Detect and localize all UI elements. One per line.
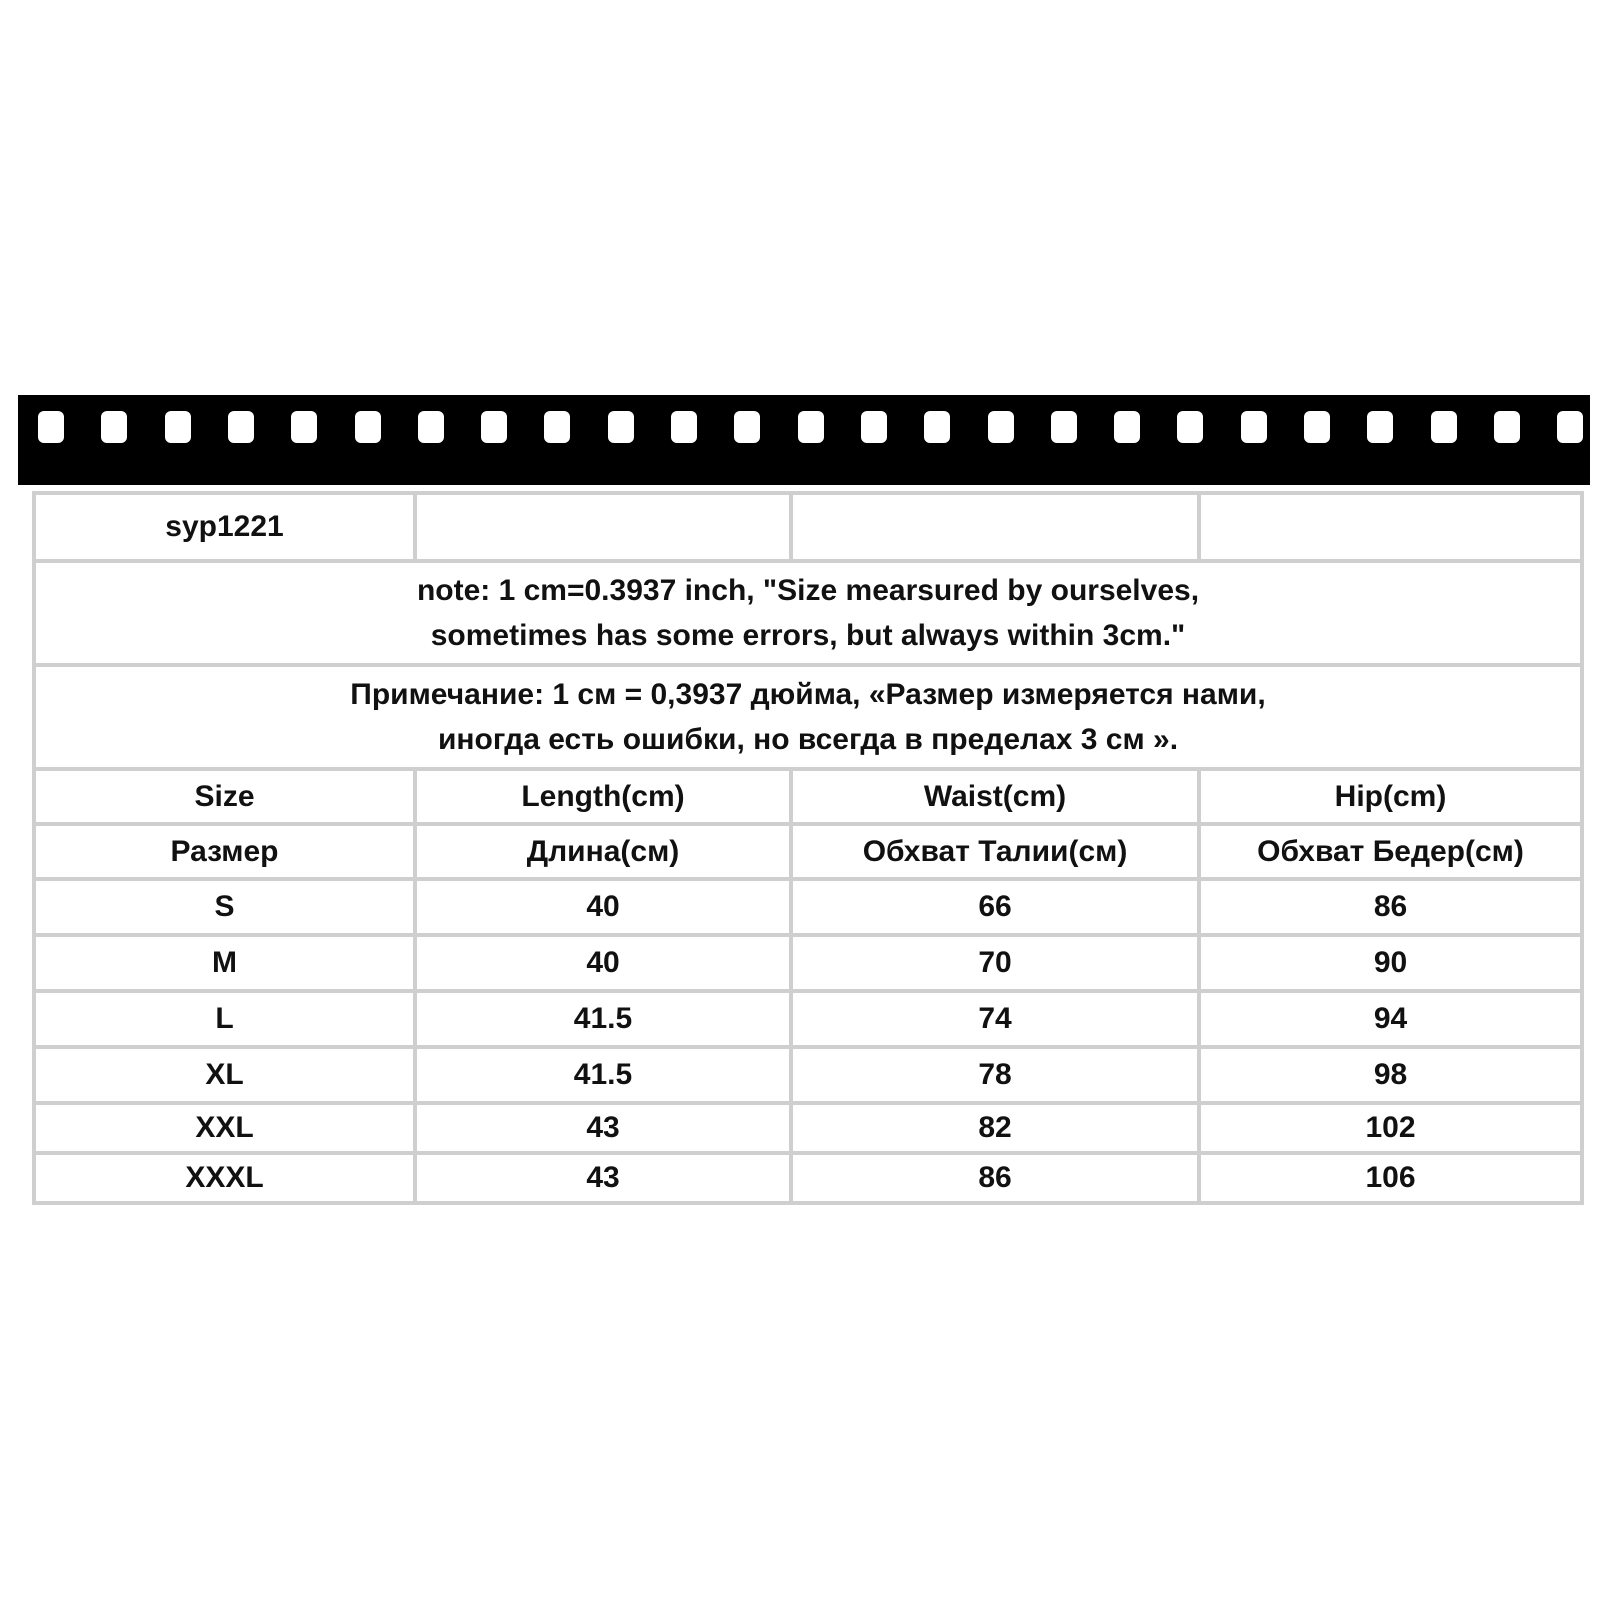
product-code-row bbox=[34, 493, 1582, 561]
film-sprocket-hole bbox=[228, 411, 254, 443]
empty-cell bbox=[1199, 493, 1582, 561]
film-sprocket-hole bbox=[38, 411, 64, 443]
film-sprocket-hole bbox=[608, 411, 634, 443]
length-cell: 40 bbox=[415, 879, 791, 935]
note-en-row bbox=[34, 561, 1582, 665]
size-chart-table bbox=[32, 491, 1584, 1205]
table-row bbox=[34, 1047, 1582, 1103]
film-sprocket-hole bbox=[1431, 411, 1457, 443]
table-row bbox=[34, 991, 1582, 1047]
size-cell: S bbox=[34, 879, 415, 935]
film-sprocket-hole bbox=[1051, 411, 1077, 443]
film-sprocket-hole bbox=[861, 411, 887, 443]
film-sprocket-hole bbox=[1114, 411, 1140, 443]
hip-cell: 102 bbox=[1199, 1103, 1582, 1153]
note-ru-row bbox=[34, 665, 1582, 769]
empty-cell bbox=[791, 493, 1199, 561]
header-size-ru: Размер bbox=[34, 824, 415, 879]
header-waist-ru: Обхват Талии(см) bbox=[791, 824, 1199, 879]
film-sprocket-hole bbox=[798, 411, 824, 443]
product-code: syp1221 bbox=[34, 493, 415, 561]
header-waist: Waist(cm) bbox=[791, 769, 1199, 824]
header-length-ru: Длина(см) bbox=[415, 824, 791, 879]
film-sprocket-hole bbox=[481, 411, 507, 443]
length-cell: 41.5 bbox=[415, 1047, 791, 1103]
table-row bbox=[34, 1153, 1582, 1203]
size-cell: XL bbox=[34, 1047, 415, 1103]
table-row bbox=[34, 935, 1582, 991]
film-sprocket-hole bbox=[1494, 411, 1520, 443]
film-sprocket-hole bbox=[1367, 411, 1393, 443]
hip-cell: 106 bbox=[1199, 1153, 1582, 1203]
length-cell: 43 bbox=[415, 1103, 791, 1153]
film-sprocket-hole bbox=[1557, 411, 1583, 443]
note-en bbox=[34, 561, 1582, 665]
hip-cell: 94 bbox=[1199, 991, 1582, 1047]
header-length: Length(cm) bbox=[415, 769, 791, 824]
size-cell: L bbox=[34, 991, 415, 1047]
header-ru-row bbox=[34, 824, 1582, 879]
film-sprocket-hole bbox=[1241, 411, 1267, 443]
waist-cell: 78 bbox=[791, 1047, 1199, 1103]
film-sprocket-hole bbox=[544, 411, 570, 443]
film-sprocket-hole bbox=[418, 411, 444, 443]
header-hip: Hip(cm) bbox=[1199, 769, 1582, 824]
waist-cell: 70 bbox=[791, 935, 1199, 991]
film-sprocket-hole bbox=[1177, 411, 1203, 443]
hip-cell: 98 bbox=[1199, 1047, 1582, 1103]
size-cell: XXXL bbox=[34, 1153, 415, 1203]
header-en-row bbox=[34, 769, 1582, 824]
note-ru bbox=[34, 665, 1582, 769]
hip-cell: 86 bbox=[1199, 879, 1582, 935]
note-en-line-1: note: 1 cm=0.3937 inch, "Size mearsured by ourselves, bbox=[416, 574, 1200, 607]
film-sprocket-hole bbox=[165, 411, 191, 443]
waist-cell: 74 bbox=[791, 991, 1199, 1047]
film-sprocket-hole bbox=[924, 411, 950, 443]
film-strip-banner bbox=[18, 395, 1590, 485]
header-hip-ru: Обхват Бедер(см) bbox=[1199, 824, 1582, 879]
waist-cell: 82 bbox=[791, 1103, 1199, 1153]
waist-cell: 86 bbox=[791, 1153, 1199, 1203]
film-sprocket-hole bbox=[671, 411, 697, 443]
length-cell: 40 bbox=[415, 935, 791, 991]
note-en-line-2: sometimes has some errors, but always within 3cm." bbox=[430, 619, 1186, 652]
film-sprocket-hole bbox=[355, 411, 381, 443]
size-cell: M bbox=[34, 935, 415, 991]
film-sprocket-hole bbox=[101, 411, 127, 443]
waist-cell: 66 bbox=[791, 879, 1199, 935]
note-ru-line-1: Примечание: 1 см = 0,3937 дюйма, «Размер измеряется нами, bbox=[350, 678, 1266, 711]
table-row bbox=[34, 1103, 1582, 1153]
film-sprocket-hole bbox=[291, 411, 317, 443]
table-row bbox=[34, 879, 1582, 935]
length-cell: 43 bbox=[415, 1153, 791, 1203]
note-ru-line-2: иногда есть ошибки, но всегда в пределах 3 см ». bbox=[437, 723, 1179, 756]
film-sprocket-hole bbox=[988, 411, 1014, 443]
header-size: Size bbox=[34, 769, 415, 824]
empty-cell bbox=[415, 493, 791, 561]
hip-cell: 90 bbox=[1199, 935, 1582, 991]
film-sprocket-hole bbox=[1304, 411, 1330, 443]
size-cell: XXL bbox=[34, 1103, 415, 1153]
film-sprocket-hole bbox=[734, 411, 760, 443]
length-cell: 41.5 bbox=[415, 991, 791, 1047]
